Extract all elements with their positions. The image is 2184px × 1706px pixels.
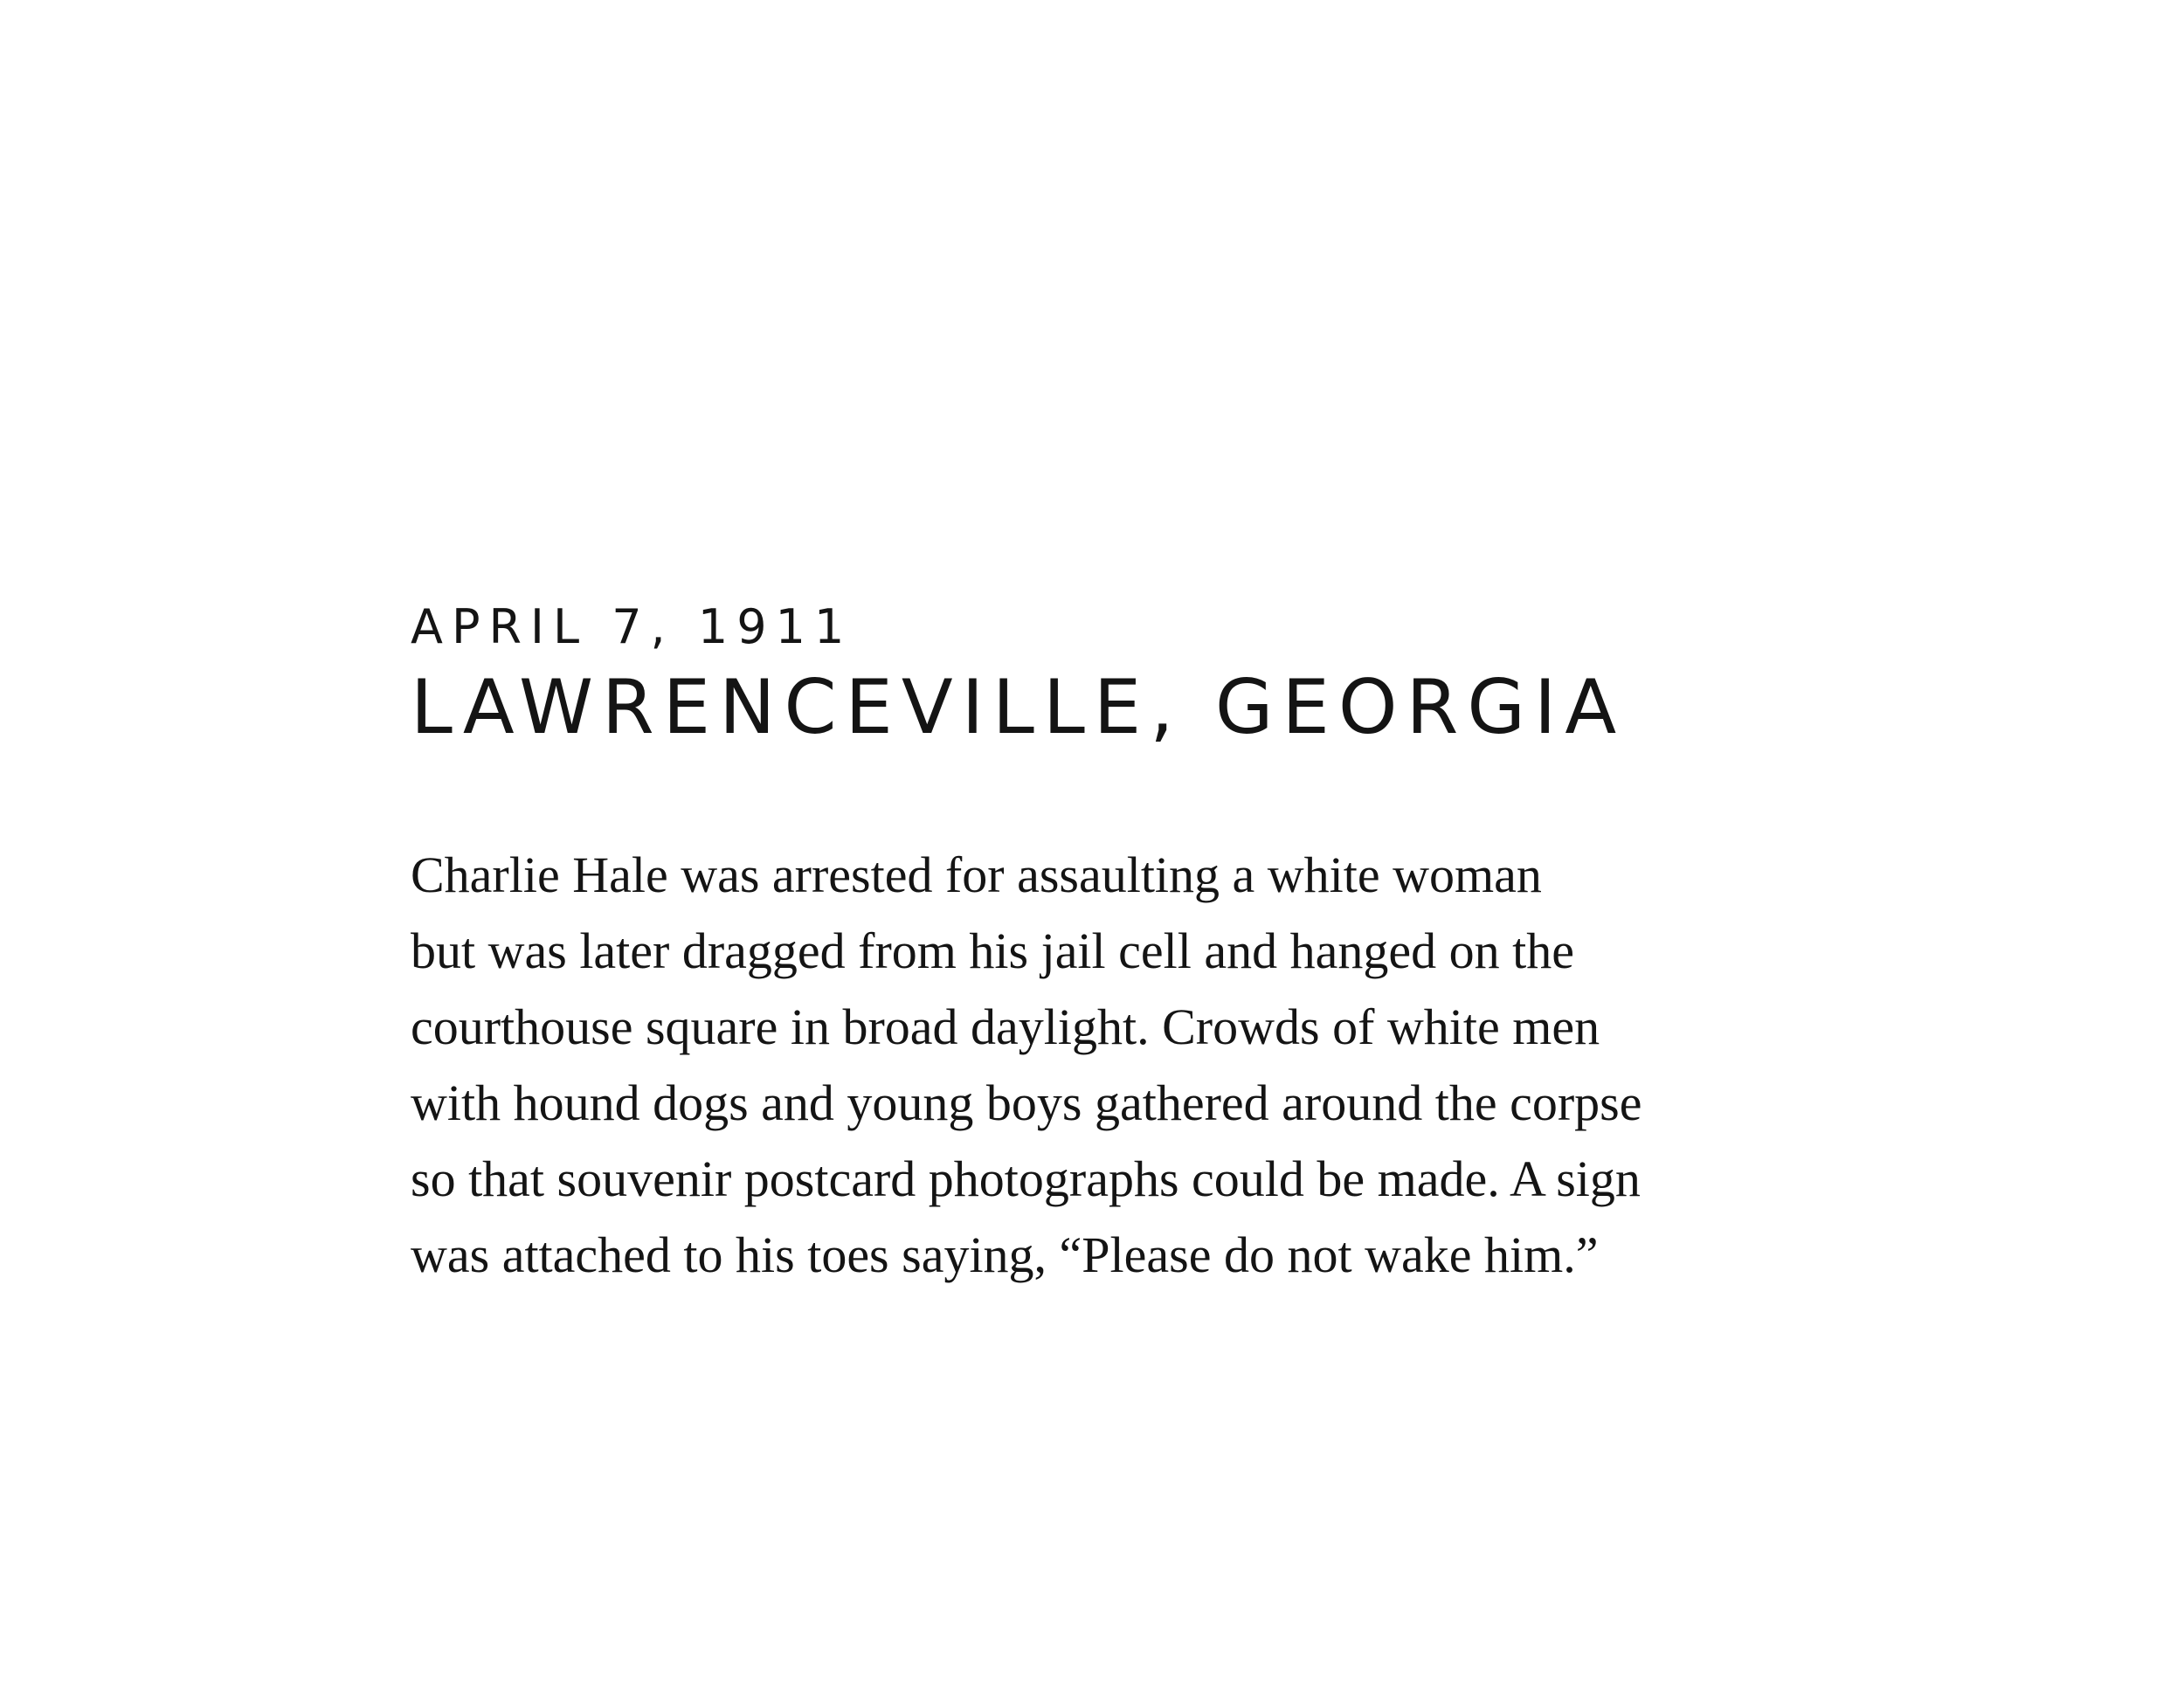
entry-narrative (411, 837, 1808, 1293)
entry-date: APRIL 7, 1911 (411, 599, 854, 654)
entry-panel (411, 601, 1808, 1293)
narrative-line: so that souvenir postcard photographs could be made. A sign (411, 1150, 1641, 1207)
narrative-line: with hound dogs and young boys gathered around the corpse (411, 1074, 1642, 1131)
narrative-line: Charlie Hale was arrested for assaulting a white woman (411, 846, 1542, 903)
narrative-line: was attached to his toes saying, “Please do not wake him.” (411, 1226, 1599, 1283)
narrative-line: courthouse square in broad daylight. Crowds of white men (411, 998, 1600, 1055)
entry-location: LAWRENCEVILLE, GEORGIA (411, 664, 1626, 751)
narrative-line: but was later dragged from his jail cell and hanged on the (411, 922, 1574, 979)
